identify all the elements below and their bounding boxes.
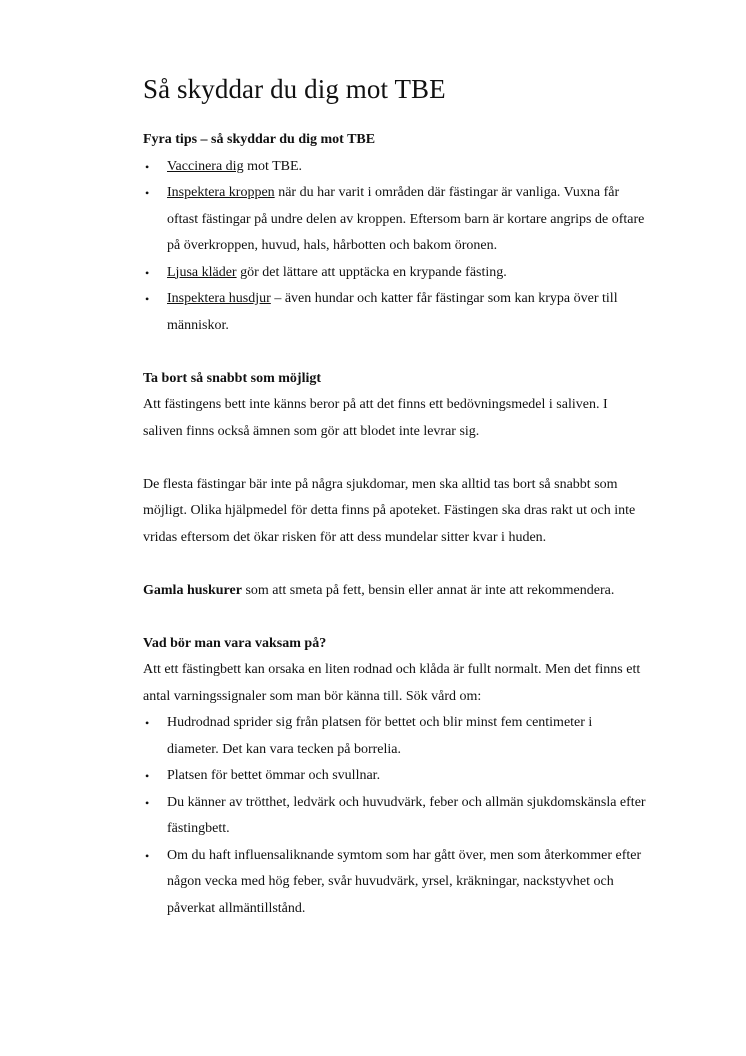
bullet-icon: • xyxy=(145,795,150,810)
link-ljusa-klader[interactable]: Ljusa kläder xyxy=(167,264,237,280)
list-item xyxy=(143,843,646,923)
list-item xyxy=(143,790,646,843)
list-item xyxy=(143,286,646,339)
bullet-icon: • xyxy=(145,186,150,200)
bullet-icon: • xyxy=(145,159,150,174)
list-item xyxy=(143,180,646,260)
warning-list xyxy=(143,710,646,922)
link-inspektera-kroppen[interactable]: Inspektera kroppen xyxy=(167,185,275,200)
tips-heading: Fyra tips – så skyddar du dig mot TBE xyxy=(143,132,376,147)
list-item-text: Hudrodnad sprider sig från platsen för bettet och blir minst fem centimeter i diameter. Det kan vara tecken på borrelia. xyxy=(167,715,593,757)
list-item-text: Om du haft influensaliknande symtom som har gått över, men som återkommer efter någon vecka med hög feber, svår huvudvärk, yrsel, kräkningar, nackstyvhet och påverkat allmäntillstånd. xyxy=(167,847,642,916)
remove-heading: Ta bort så snabbt som möjligt xyxy=(143,370,322,386)
list-item-text: när du har varit i områden där fästingar är vanliga. Vuxna får oftast fästingar på undre delen av kroppen. Eftersom barn är kortare angrips de oftare på överkroppen, huvud, hals, hårbotten och bakom öronen. xyxy=(167,185,645,253)
bullet-icon: • xyxy=(145,265,150,280)
bullet-icon: • xyxy=(145,292,150,306)
list-item xyxy=(143,763,646,790)
list-item xyxy=(143,710,646,763)
list-item-text: mot TBE. xyxy=(243,158,303,174)
page-title: Så skyddar du dig mot TBE xyxy=(143,74,446,104)
vigilant-heading: Vad bör man vara vaksam på? xyxy=(143,635,327,651)
link-inspektera-husdjur[interactable]: Inspektera husdjur xyxy=(167,291,271,306)
list-item-text: – även hundar och katter får fästingar som kan krypa över till människor. xyxy=(167,291,618,333)
list-item-text: Platsen för bettet ömmar och svullnar. xyxy=(167,768,381,783)
list-item xyxy=(143,154,646,181)
list-item-text: gör det lättare att upptäcka en krypande fästing. xyxy=(236,264,507,280)
bullet-icon: • xyxy=(145,848,150,863)
bold-text: Gamla huskurer xyxy=(143,582,242,598)
vigilant-intro: Att ett fästingbett kan orsaka en liten rodnad och klåda är fullt normalt. Men det finns ett antal varningssignaler som man bör känna till. Sök vård om: xyxy=(143,662,641,704)
remove-paragraph-2: De flesta fästingar bär inte på några sjukdomar, men ska alltid tas bort så snabbt som möjligt. Olika hjälpmedel för detta finns på apoteket. Fästingen ska dras rakt ut och inte vridas eftersom det ökar risken för att dess mundelar sitter kvar i huden. xyxy=(143,476,636,545)
tips-list xyxy=(143,154,646,340)
bullet-icon: • xyxy=(145,769,150,783)
link-vaccinera-dig[interactable]: Vaccinera dig xyxy=(167,158,244,174)
bullet-icon: • xyxy=(145,716,150,730)
paragraph-text: som att smeta på fett, bensin eller annat är inte att rekommendera. xyxy=(241,582,615,598)
remove-paragraph-1: Att fästingens bett inte känns beror på att det finns ett bedövningsmedel i saliven. I saliven finns också ämnen som gör att blodet inte levrar sig. xyxy=(143,397,608,439)
list-item-text: Du känner av trötthet, ledvärk och huvudvärk, feber och allmän sjukdomskänsla efter fästingbett. xyxy=(167,794,646,836)
list-item xyxy=(143,260,646,287)
remove-paragraph-3 xyxy=(143,578,646,605)
